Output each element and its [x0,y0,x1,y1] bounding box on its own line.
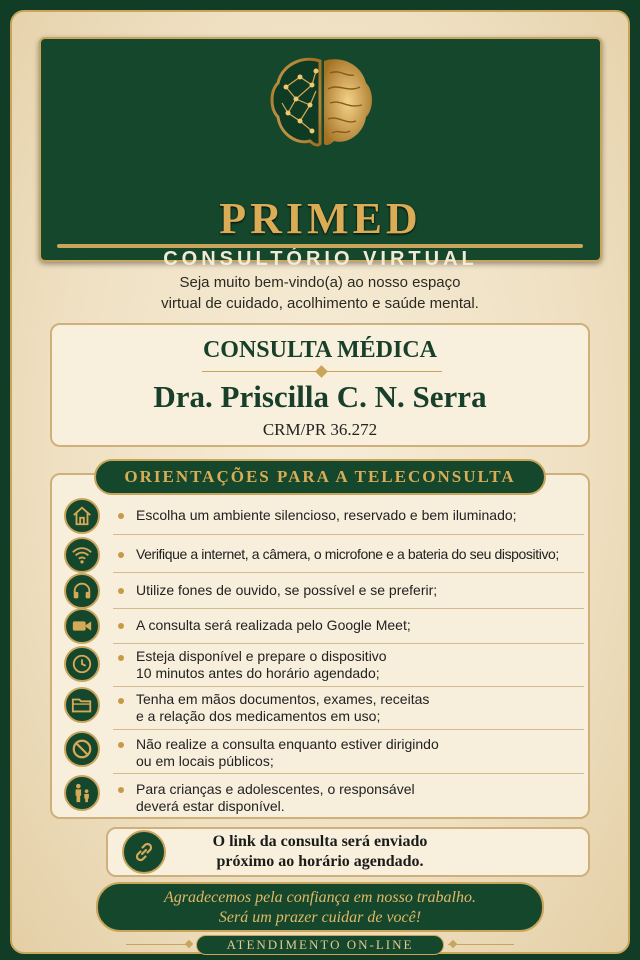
brand-subtitle: CONSULTÓRIO VIRTUAL [163,248,478,270]
guideline-text: Para crianças e adolescentes, o responsável deverá estar disponível. [136,781,415,814]
guideline-item-no-driving [58,731,588,771]
bullet-icon [118,698,124,704]
video-camera-icon [64,608,100,644]
link-notice-text: O link da consulta será enviado próximo ao horário agendado. [212,833,428,870]
guideline-item-headphones [58,573,588,609]
guideline-text: Não realize a consulta enquanto estiver dirigindo ou em locais públicos; [136,736,439,769]
footer-rule-right [448,944,514,945]
guideline-item-google-meet [58,608,588,644]
prohibited-icon [64,731,100,767]
doctor-card [50,323,590,447]
row-divider [113,773,584,774]
guideline-text: Verifique a internet, a câmera, o microfone e a bateria do seu dispositivo; [136,546,559,562]
link-icon [122,830,166,874]
bullet-icon [118,513,124,519]
thanks-banner: Agradecemos pela confiança em nosso trabalho. Será um prazer cuidar de você! [96,882,544,932]
guideline-text: Escolha um ambiente silencioso, reservado e bem iluminado; [136,507,517,523]
footer-label: ATENDIMENTO ON-LINE [196,935,444,955]
folder-icon [64,687,100,723]
guideline-item-environment [58,498,588,534]
guideline-item-minors [58,775,588,815]
guideline-text: A consulta será realizada pelo Google Meet; [136,617,411,633]
bullet-icon [118,742,124,748]
footer-rule-left [126,944,192,945]
header-banner [39,37,602,270]
welcome-message: Seja muito bem-vindo(a) ao nosso espaço virtual de cuidado, acolhimento e saúde mental. [161,274,479,312]
headphones-icon [64,573,100,609]
home-icon [64,498,100,534]
guideline-text: Esteja disponível e prepare o dispositivo 10 minutos antes do horário agendado; [136,648,387,681]
wifi-icon [64,537,100,573]
doctor-crm: CRM/PR 36.272 [262,420,378,439]
row-divider [113,534,584,535]
row-divider [113,729,584,730]
brain-logo [266,47,378,159]
bullet-icon [118,623,124,629]
diamond-ornament-icon [315,365,328,378]
guideline-item-internet [58,537,588,573]
guideline-item-punctuality [58,644,588,684]
header-divider [57,244,583,248]
bullet-icon [118,655,124,661]
brand-title: PRIMED [219,194,422,243]
parent-child-icon [64,775,100,811]
bullet-icon [118,787,124,793]
guideline-text: Utilize fones de ouvido, se possível e se preferir; [136,582,438,598]
bullet-icon [118,552,124,558]
guidelines-title: ORIENTAÇÕES PARA A TELECONSULTA [94,459,546,495]
guideline-text: Tenha em mãos documentos, exames, receitas e a relação dos medicamentos em uso; [136,691,430,724]
bullet-icon [118,588,124,594]
clock-icon [64,646,100,682]
consultation-type: CONSULTA MÉDICA [202,337,438,363]
guideline-item-documents [58,687,588,727]
doctor-name: Dra. Priscilla C. N. Serra [153,379,487,414]
